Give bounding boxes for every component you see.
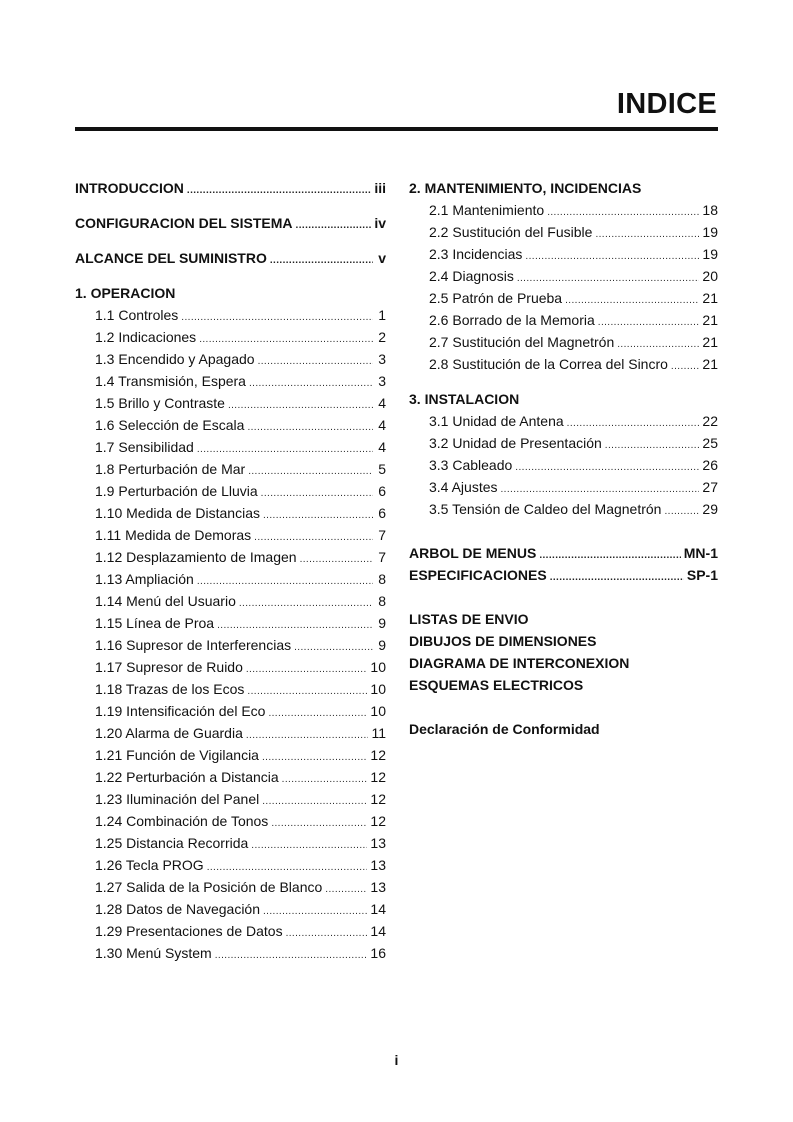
toc-entry-alcance[interactable]	[75, 250, 386, 272]
toc-entry-page: MN-1	[683, 545, 718, 561]
dot-leader	[296, 220, 372, 231]
toc-item-label: 1.22 Perturbación a Distancia	[95, 769, 279, 785]
toc-item-page: 18	[702, 202, 718, 218]
toc-item-label: 1.2 Indicaciones	[95, 329, 197, 345]
toc-item[interactable]	[75, 703, 386, 725]
toc-item-page: 12	[370, 747, 386, 763]
toc-item-page: 26	[702, 457, 718, 473]
toc-item-page: 10	[370, 681, 386, 697]
toc-item-label: 2.5 Patrón de Prueba	[429, 290, 563, 306]
toc-item-page: 20	[702, 268, 718, 284]
toc-item-label: 1.13 Ampliación	[95, 571, 194, 587]
toc-item-page: 13	[370, 879, 386, 895]
dot-leader	[248, 466, 373, 477]
toc-item[interactable]	[75, 923, 386, 945]
toc-item-page: 10	[370, 659, 386, 675]
toc-item[interactable]	[409, 435, 718, 457]
toc-item[interactable]	[75, 527, 386, 549]
toc-item-label: 1.27 Salida de la Posición de Blanco	[95, 879, 323, 895]
dot-leader	[515, 462, 699, 473]
toc-item-label: 1.6 Selección de Escala	[95, 417, 245, 433]
toc-entry-label: CONFIGURACION DEL SISTEMA	[75, 215, 293, 231]
dot-leader	[239, 598, 373, 609]
toc-item-label: 1.21 Función de Vigilancia	[95, 747, 259, 763]
dot-leader	[262, 752, 367, 763]
dot-leader	[501, 484, 700, 495]
toc-item-label: 1.16 Supresor de Interferencias	[95, 637, 292, 653]
toc-item-page: 14	[370, 901, 386, 917]
section-heading-label: 1. OPERACION	[75, 285, 176, 301]
toc-entry-arbol-de-menus[interactable]	[409, 545, 718, 567]
dot-leader	[197, 576, 373, 587]
toc-item[interactable]	[75, 351, 386, 373]
dot-leader	[547, 207, 699, 218]
toc-item[interactable]	[409, 457, 718, 479]
toc-item-page: 16	[370, 945, 386, 961]
dot-leader	[246, 664, 368, 675]
toc-item[interactable]	[409, 501, 718, 523]
toc-item[interactable]	[75, 857, 386, 879]
toc-item[interactable]	[75, 395, 386, 417]
toc-entry-page: v	[378, 250, 386, 266]
toc-entry-page: SP-1	[686, 567, 718, 583]
toc-item-label: 1.25 Distancia Recorrida	[95, 835, 249, 851]
toc-item-label: 1.23 Iluminación del Panel	[95, 791, 260, 807]
dot-leader	[617, 339, 699, 350]
toc-item-page: 19	[702, 246, 718, 262]
toc-item-page: 7	[378, 527, 386, 543]
dot-leader	[539, 550, 680, 561]
toc-item-page: 22	[702, 413, 718, 429]
dot-leader	[664, 506, 699, 517]
toc-item[interactable]	[409, 479, 718, 501]
dot-leader	[595, 229, 699, 240]
toc-item-page: 7	[378, 549, 386, 565]
dot-leader	[286, 928, 368, 939]
dot-leader	[325, 884, 367, 895]
toc-item[interactable]	[75, 615, 386, 637]
toc-item-page: 8	[378, 593, 386, 609]
dot-leader	[247, 686, 367, 697]
toc-item-page: 29	[702, 501, 718, 517]
toc-item[interactable]	[75, 417, 386, 439]
toc-item-page: 6	[378, 483, 386, 499]
toc-item[interactable]	[75, 747, 386, 769]
dot-leader	[294, 642, 373, 653]
toc-item-label: 1.17 Supresor de Ruido	[95, 659, 243, 675]
toc-entry-label: ARBOL DE MENUS	[409, 545, 537, 561]
toc-item-label: 3.4 Ajustes	[429, 479, 498, 495]
toc-item-page: 12	[370, 791, 386, 807]
toc-item-label: 3.1 Unidad de Antena	[429, 413, 564, 429]
toc-item-label: 1.5 Brillo y Contraste	[95, 395, 225, 411]
toc-item-page: 12	[370, 769, 386, 785]
toc-item-label: 3.3 Cableado	[429, 457, 513, 473]
dot-leader	[181, 312, 373, 323]
toc-item-page: 9	[378, 615, 386, 631]
dot-leader	[598, 317, 700, 328]
section-heading-instalacion[interactable]	[409, 391, 718, 413]
dot-leader	[207, 862, 368, 873]
toc-item-label: 1.7 Sensibilidad	[95, 439, 194, 455]
toc-item[interactable]	[409, 246, 718, 268]
toc-item-page: 27	[702, 479, 718, 495]
toc-item-label: 1.15 Línea de Proa	[95, 615, 215, 631]
toc-entry-declaracion-de-conformidad[interactable]: Declaración de Conformidad	[409, 721, 600, 737]
toc-item-label: 3.2 Unidad de Presentación	[429, 435, 602, 451]
toc-item-page: 13	[370, 857, 386, 873]
toc-item-label: 1.18 Trazas de los Ecos	[95, 681, 245, 697]
toc-item[interactable]	[75, 901, 386, 923]
dot-leader	[268, 708, 367, 719]
dot-leader	[550, 572, 684, 583]
toc-item-label: 1.9 Perturbación de Lluvia	[95, 483, 258, 499]
toc-item-label: 1.24 Combinación de Tonos	[95, 813, 269, 829]
toc-item-page: 4	[378, 439, 386, 455]
dot-leader	[567, 418, 700, 429]
toc-item-page: 21	[702, 334, 718, 350]
section-items-instalacion	[409, 413, 718, 523]
dot-leader	[282, 774, 368, 785]
toc-item-label: 2.3 Incidencias	[429, 246, 523, 262]
toc-item-page: 13	[370, 835, 386, 851]
toc-item[interactable]	[75, 879, 386, 901]
toc-item[interactable]	[409, 224, 718, 246]
toc-item-label: 2.8 Sustitución de la Correa del Sincro	[429, 356, 668, 372]
toc-item-page: 11	[371, 725, 386, 741]
dot-leader	[187, 185, 371, 196]
toc-item-label: 2.2 Sustitución del Fusible	[429, 224, 593, 240]
dot-leader	[565, 295, 699, 306]
toc-item[interactable]	[75, 505, 386, 527]
dot-leader	[605, 440, 700, 451]
toc-item[interactable]	[75, 659, 386, 681]
toc-item-page: 21	[702, 290, 718, 306]
dot-leader	[671, 361, 700, 372]
toc-item-label: 1.14 Menú del Usuario	[95, 593, 236, 609]
toc-entry-introduccion[interactable]	[75, 180, 386, 202]
toc-entry-page: iv	[374, 215, 386, 231]
section-heading-mantenimiento[interactable]	[409, 180, 718, 202]
dot-leader	[525, 251, 699, 262]
page-number: i	[394, 1052, 399, 1068]
toc-entry-dibujos-de-dimensiones[interactable]: DIBUJOS DE DIMENSIONES	[409, 633, 597, 649]
toc-entry-page: iii	[374, 180, 386, 196]
dot-leader	[262, 796, 367, 807]
toc-item[interactable]	[75, 769, 386, 791]
toc-item-label: 1.20 Alarma de Guardia	[95, 725, 243, 741]
dot-leader	[271, 818, 367, 829]
section-heading-label: 2. MANTENIMIENTO, INCIDENCIAS	[409, 180, 642, 196]
toc-right-column	[409, 180, 718, 743]
toc-item-page: 19	[702, 224, 718, 240]
toc-item-page: 4	[378, 395, 386, 411]
page-title: INDICE	[616, 88, 717, 120]
toc-item[interactable]	[75, 307, 386, 329]
dot-leader	[263, 510, 373, 521]
toc-item-label: 1.1 Controles	[95, 307, 179, 323]
dot-leader	[251, 840, 367, 851]
dot-leader	[228, 400, 373, 411]
toc-item-label: 1.10 Medida de Distancias	[95, 505, 260, 521]
toc-left-column	[75, 180, 386, 967]
toc-item-label: 1.30 Menú System	[95, 945, 212, 961]
toc-item[interactable]	[75, 813, 386, 835]
toc-item-page: 4	[378, 417, 386, 433]
toc-item-label: 1.8 Perturbación de Mar	[95, 461, 246, 477]
toc-item-label: 2.6 Borrado de la Memoria	[429, 312, 595, 328]
toc-entry-esquemas-electricos[interactable]: ESQUEMAS ELECTRICOS	[409, 677, 584, 693]
toc-item-page: 8	[378, 571, 386, 587]
toc-item-label: 2.7 Sustitución del Magnetrón	[429, 334, 615, 350]
dot-leader	[215, 950, 368, 961]
toc-item-label: 1.11 Medida de Demoras	[95, 527, 252, 543]
toc-item[interactable]	[409, 268, 718, 290]
toc-item-label: 1.3 Encendido y Apagado	[95, 351, 255, 367]
toc-item-label: 1.12 Desplazamiento de Imagen	[95, 549, 297, 565]
toc-item-label: 1.29 Presentaciones de Datos	[95, 923, 283, 939]
toc-item-page: 5	[378, 461, 386, 477]
toc-item-page: 21	[702, 312, 718, 328]
toc-item-page: 9	[378, 637, 386, 653]
toc-item[interactable]	[75, 329, 386, 351]
toc-item[interactable]	[75, 945, 386, 967]
toc-entry-label: ALCANCE DEL SUMINISTRO	[75, 250, 267, 266]
toc-item-page: 6	[378, 505, 386, 521]
toc-item-page: 25	[702, 435, 718, 451]
toc-item[interactable]	[409, 202, 718, 224]
section-heading-operacion[interactable]	[75, 285, 386, 307]
dot-leader	[197, 444, 373, 455]
toc-item[interactable]	[75, 439, 386, 461]
toc-item-label: 3.5 Tensión de Caldeo del Magnetrón	[429, 501, 662, 517]
dot-leader	[270, 255, 373, 266]
title-rule	[75, 127, 718, 131]
section-heading-label: 3. INSTALACION	[409, 391, 520, 407]
toc-item[interactable]	[409, 312, 718, 334]
dot-leader	[258, 356, 373, 367]
toc-entry-label: ESPECIFICACIONES	[409, 567, 547, 583]
toc-item-page: 10	[370, 703, 386, 719]
toc-item[interactable]	[75, 681, 386, 703]
toc-item-page: 21	[702, 356, 718, 372]
toc-item[interactable]	[75, 483, 386, 505]
toc-item[interactable]	[75, 835, 386, 857]
dot-leader	[254, 532, 373, 543]
toc-item-label: 2.1 Mantenimiento	[429, 202, 545, 218]
toc-item[interactable]	[75, 725, 386, 747]
dot-leader	[517, 273, 700, 284]
toc-item-page: 12	[370, 813, 386, 829]
toc-item-page: 3	[378, 373, 386, 389]
toc-entry-listas-de-envio[interactable]: LISTAS DE ENVIO	[409, 611, 529, 627]
toc-item-page: 3	[378, 351, 386, 367]
toc-item[interactable]	[75, 373, 386, 395]
dot-leader	[247, 422, 373, 433]
section-items-operacion	[75, 307, 386, 967]
toc-item-label: 1.4 Transmisión, Espera	[95, 373, 246, 389]
section-items-mantenimiento	[409, 202, 718, 378]
toc-entry-configuracion[interactable]	[75, 215, 386, 237]
toc-entry-diagrama-de-interconexion[interactable]: DIAGRAMA DE INTERCONEXION	[409, 655, 630, 671]
toc-item[interactable]	[409, 334, 718, 356]
toc-item[interactable]	[75, 461, 386, 483]
dot-leader	[300, 554, 373, 565]
toc-item[interactable]	[75, 571, 386, 593]
toc-item[interactable]	[409, 356, 718, 378]
dot-leader	[246, 730, 369, 741]
dot-leader	[217, 620, 373, 631]
toc-item-page: 2	[378, 329, 386, 345]
toc-item-label: 2.4 Diagnosis	[429, 268, 514, 284]
toc-entry-especificaciones[interactable]	[409, 567, 718, 589]
toc-item-page: 14	[370, 923, 386, 939]
dot-leader	[263, 906, 367, 917]
toc-item-page: 1	[378, 307, 386, 323]
toc-item-label: 1.19 Intensificación del Eco	[95, 703, 266, 719]
toc-item[interactable]	[409, 413, 718, 435]
toc-item[interactable]	[75, 791, 386, 813]
toc-item[interactable]	[75, 593, 386, 615]
toc-item[interactable]	[75, 637, 386, 659]
toc-item-label: 1.28 Datos de Navegación	[95, 901, 260, 917]
toc-item-label: 1.26 Tecla PROG	[95, 857, 204, 873]
dot-leader	[199, 334, 373, 345]
dot-leader	[261, 488, 373, 499]
toc-item[interactable]	[409, 290, 718, 312]
toc-item[interactable]	[75, 549, 386, 571]
toc-entry-label: INTRODUCCION	[75, 180, 184, 196]
dot-leader	[249, 378, 373, 389]
